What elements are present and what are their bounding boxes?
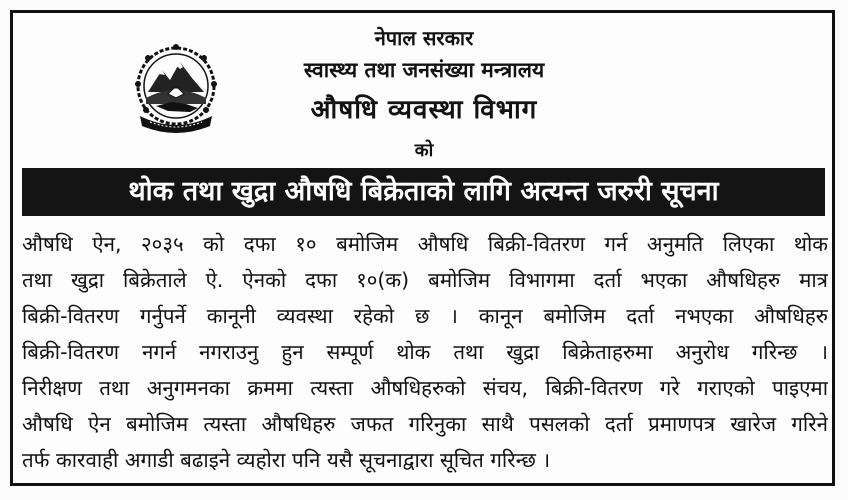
notice-line: औषधि ऐन बमोजिम त्यस्ता औषधिहरु जफत गरिनुका साथै पसलको दर्ता प्रमाणपत्र खारेज गरिने <box>22 412 828 436</box>
notice-line: निरीक्षण तथा अनुगमनका क्रममा त्यस्ता औषधिहरुको संचय, बिक्री-वितरण गरे गराएको पाइएमा <box>22 376 828 400</box>
ministry-heading: स्वास्थ्य तथा जनसंख्या मन्त्रालय <box>303 58 545 82</box>
government-heading: नेपाल सरकार <box>374 26 474 50</box>
notice-body <box>22 226 828 478</box>
notice-line: औषधि ऐन, २०३५ को दफा १० बमोजिम औषधि बिक्री-वितरण गर्न अनुमति लिएका थोक <box>22 232 828 256</box>
notice-line: तर्फ कारवाही अगाडी बढाइने व्यहोरा पनि यसै सूचनाद्वारा सूचित गरिन्छ । <box>22 448 551 472</box>
notice-line: बिक्री-वितरण गर्नुपर्ने कानूनी व्यवस्था रहेको छ । कानून बमोजिम दर्ता नभएका औषधिहरु <box>22 304 828 328</box>
department-heading: औषधि व्यवस्था विभाग <box>310 95 538 125</box>
notice-line: तथा खुद्रा बिक्रेताले ऐ. ऐनको दफा १०(क) बमोजिम विभागमा दर्ता भएका औषधिहरु मात्र <box>22 268 828 292</box>
ko-label: को <box>414 140 434 161</box>
notice-title-banner: थोक तथा खुद्रा औषधि बिक्रेताको लागि अत्यन्त जरुरी सूचना <box>22 168 825 216</box>
notice-line: बिक्री-वितरण नगर्न नगराउनु हुन सम्पूर्ण थोक तथा खुद्रा बिक्रेताहरुमा अनुरोध गरिन्छ । <box>22 340 828 364</box>
